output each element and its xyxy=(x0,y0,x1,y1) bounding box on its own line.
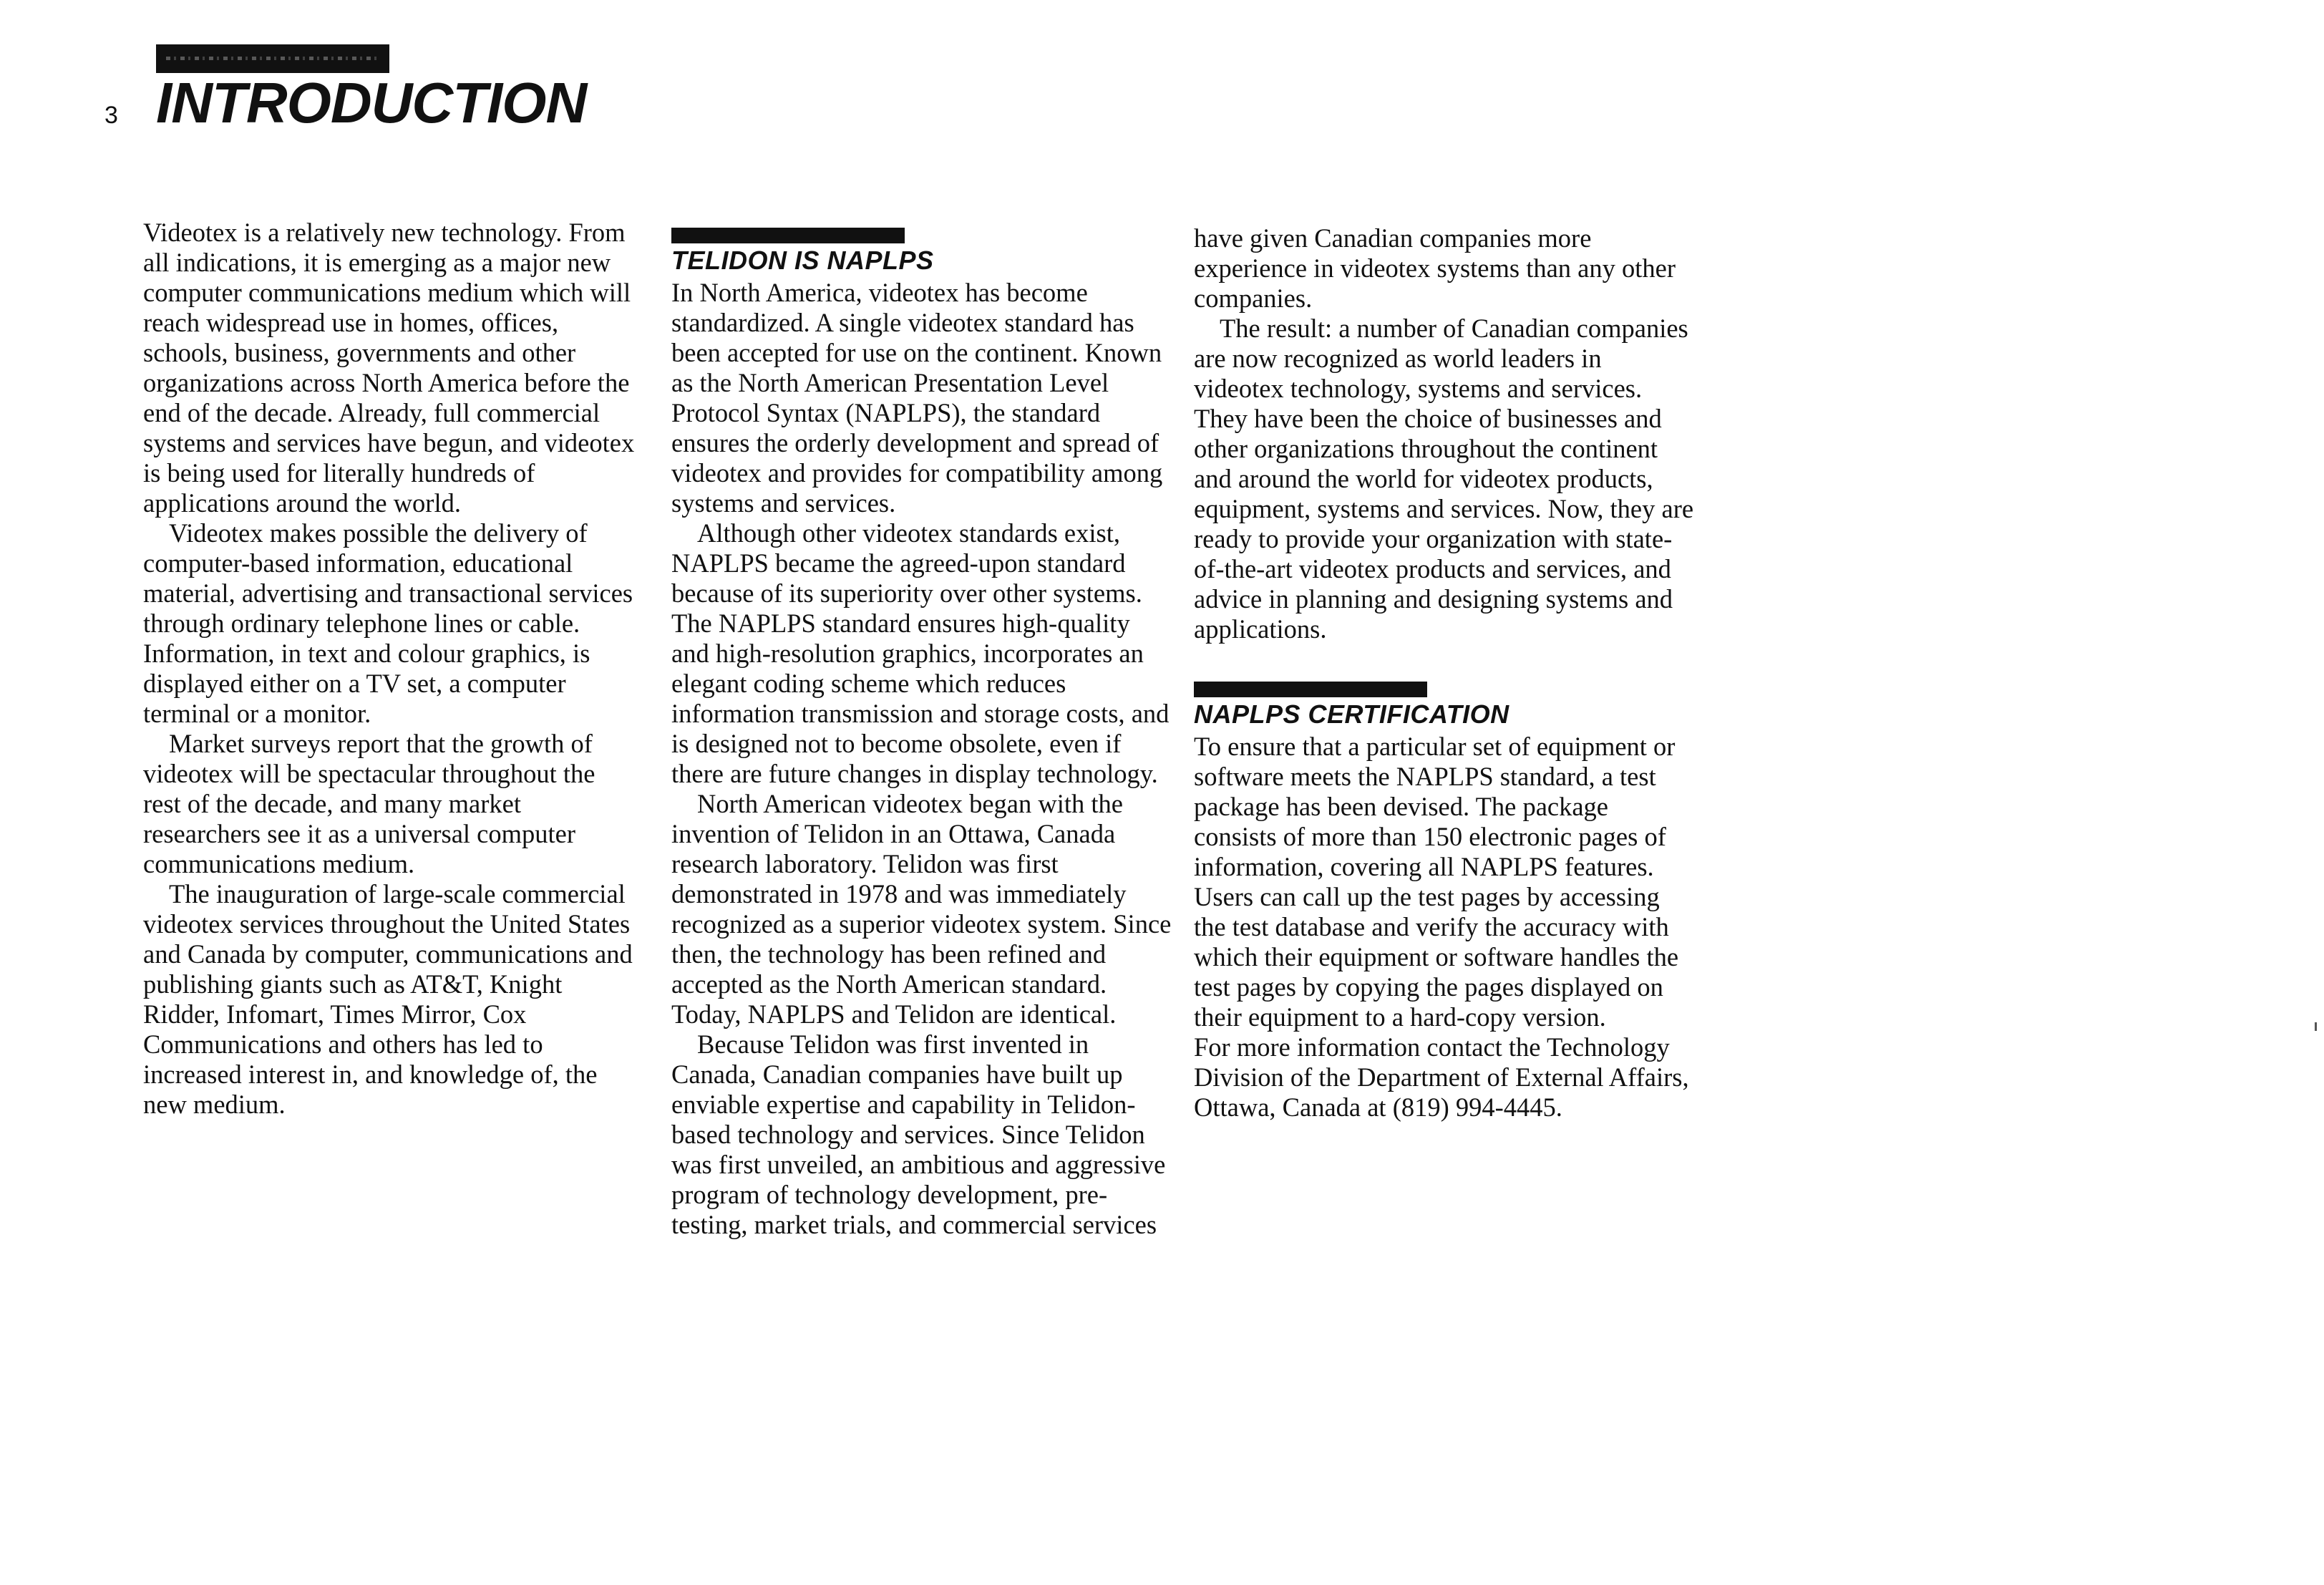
continued-paragraph: The result: a number of Canadian companies are now recognized as world leaders in videotex technology, systems and services. They have been the choice of businesses and other organizations throughout the continent and around the world for videotex products, equipment, systems and services. Now, they are ready to provide your organization with state-of-the-art videotex products and services, and advice in planning and designing systems and applications. xyxy=(1194,314,1694,644)
section-divider-bar xyxy=(1194,682,1427,697)
intro-column xyxy=(143,218,637,1120)
section-heading-certification: NAPLPS CERTIFICATION xyxy=(1194,699,1509,729)
intro-paragraph: Videotex makes possible the delivery of computer-based information, educational material, advertising and transactional services through ordinary telephone lines or cable. Information, in text and colour graphics, is displayed either on a TV set, a computer terminal or a monitor. xyxy=(143,518,633,728)
intro-paragraph: Market surveys report that the growth of videotex will be spectacular throughout the rest of the decade, and many market researchers see it as a universal computer communications medium. xyxy=(143,729,595,878)
page-title: INTRODUCTION xyxy=(156,71,587,135)
intro-paragraph: The inauguration of large-scale commercial videotex services throughout the United States and Canada by computer, communications and publishing giants such as AT&T, Knight Ridder, Infomart, Times Mirror, Cox Communications and others has led to increased interest in, and knowledge of, the new medium. xyxy=(143,879,633,1119)
continued-paragraph: have given Canadian companies more experience in videotex systems than any other companies. xyxy=(1194,223,1676,313)
page-number: 3 xyxy=(104,102,118,129)
certification-paragraph: For more information contact the Technology Division of the Department of External Affairs, Ottawa, Canada at (819) 994-4445. xyxy=(1194,1032,1689,1122)
telidon-column xyxy=(671,219,1172,1240)
scan-speck xyxy=(2315,1022,2317,1031)
certification-column xyxy=(1194,223,1695,1123)
header-decorative-bar xyxy=(156,44,389,73)
telidon-paragraph: Because Telidon was first invented in Canada, Canadian companies have built up enviable expertise and capability in Telidon-based technology and services. Since Telidon was first unveiled, an ambitious and aggressive program of technology development, pre-testing, market trials, and commercial services xyxy=(671,1029,1166,1239)
section-divider-bar xyxy=(671,228,905,243)
telidon-paragraph: In North America, videotex has become standardized. A single videotex standard has been accepted for use on the continent. Known as the North American Presentation Level Protocol Syntax (NAPLPS), the standard ensures the orderly development and spread of videotex and provides for compatibility among systems and services. xyxy=(671,278,1163,518)
telidon-paragraph: Although other videotex standards exist, NAPLPS became the agreed-upon standard because of its superiority over other systems. The NAPLPS standard ensures high-quality and high-resolution graphics, incorporates an elegant coding scheme which reduces information transmission and storage costs, and is designed not to become obsolete, even if there are future changes in display technology. xyxy=(671,518,1170,788)
section-heading-telidon: TELIDON IS NAPLPS xyxy=(671,246,934,275)
intro-paragraph: Videotex is a relatively new technology. From all indications, it is emerging as a major new computer communications medium which will reach widespread use in homes, offices, schools, business, governments and other organizations across North America before the end of the decade. Already, full commercial systems and services have begun, and videotex is being used for literally hundreds of applications around the world. xyxy=(143,218,635,518)
telidon-paragraph: North American videotex began with the invention of Telidon in an Ottawa, Canada research laboratory. Telidon was first demonstrated in 1978 and was immediately recognized as a superior videotex system. Since then, the technology has been refined and accepted as the North American standard. Today, NAPLPS and Telidon are identical. xyxy=(671,789,1172,1029)
certification-paragraph: To ensure that a particular set of equipment or software meets the NAPLPS standard, a test package has been devised. The package consists of more than 150 electronic pages of information, covering all NAPLPS features. Users can call up the test pages by accessing the test database and verify the accuracy with which their equipment or software handles the test pages by copying the pages displayed on their equipment to a hard-copy version. xyxy=(1194,732,1679,1032)
